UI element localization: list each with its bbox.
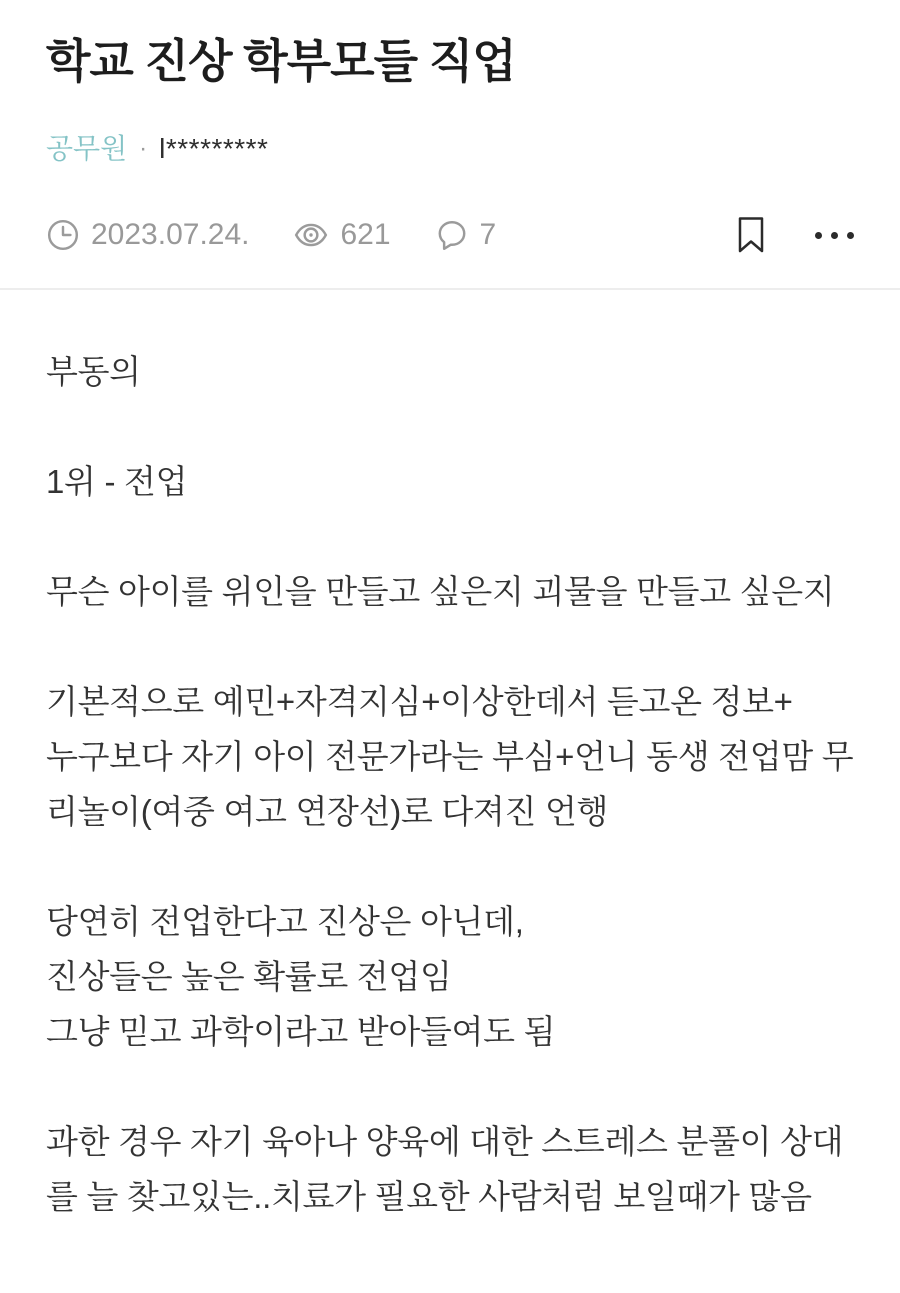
meta-date: [46, 218, 249, 252]
body-paragraph: [46, 564, 854, 619]
body-line: 리놀이(여중 여고 연장선)로 다져진 언행: [46, 793, 609, 830]
body-line: 당연히 전업한다고 진상은 아닌데,: [46, 903, 524, 940]
view-count: 621: [340, 218, 391, 251]
body-line: 누구보다 자기 아이 전문가라는 부심+언니 동생 전업맘 무: [46, 738, 854, 775]
body-line: 부동의: [46, 353, 141, 390]
body-paragraph: [46, 1114, 854, 1224]
body-line: 진상들은 높은 확률로 전업임: [46, 958, 452, 995]
body-line: 를 늘 찾고있는..치료가 필요한 사람처럼 보일때가 많음: [46, 1178, 812, 1215]
ellipsis-icon: [815, 216, 854, 254]
meta-row: [46, 213, 854, 257]
comment-count: 7: [479, 218, 497, 251]
body-line: 기본적으로 예민+자격지심+이상한데서 듣고온 정보+: [46, 683, 793, 720]
meta-views: [293, 218, 390, 252]
meta-comments: [435, 218, 497, 252]
clock-icon: [46, 218, 80, 252]
body-paragraph: [46, 674, 854, 839]
body-line: 그냥 믿고 과학이라고 받아들여도 됨: [46, 1013, 556, 1050]
meta-left: [46, 218, 496, 252]
body-paragraph: [46, 894, 854, 1059]
eye-icon: [293, 218, 329, 252]
author-separator: ·: [139, 135, 148, 162]
body-line: 무슨 아이를 위인을 만들고 싶은지 괴물을 만들고 싶은지: [46, 573, 835, 610]
body-paragraph: [46, 454, 854, 509]
author-masked-id: l*********: [159, 133, 269, 164]
header-divider: [0, 288, 900, 290]
bookmark-button[interactable]: [737, 216, 765, 254]
post-title: 학교 진상 학부모들 직업: [46, 35, 516, 87]
author-badge[interactable]: 공무원: [46, 133, 128, 164]
body-line: 1위 - 전업: [46, 463, 188, 500]
bookmark-icon: [737, 216, 765, 254]
body-paragraph: [46, 344, 854, 399]
post-date: 2023.07.24.: [91, 218, 250, 251]
meta-actions: [737, 216, 854, 254]
post-page: [0, 34, 900, 1293]
body-line: 과한 경우 자기 육아나 양육에 대한 스트레스 분풀이 상대: [46, 1123, 844, 1160]
post-header: [46, 34, 854, 257]
author-row: [46, 131, 854, 167]
post-body: [46, 344, 854, 1224]
more-options-button[interactable]: [815, 216, 854, 254]
comment-bubble-icon: [435, 218, 469, 252]
